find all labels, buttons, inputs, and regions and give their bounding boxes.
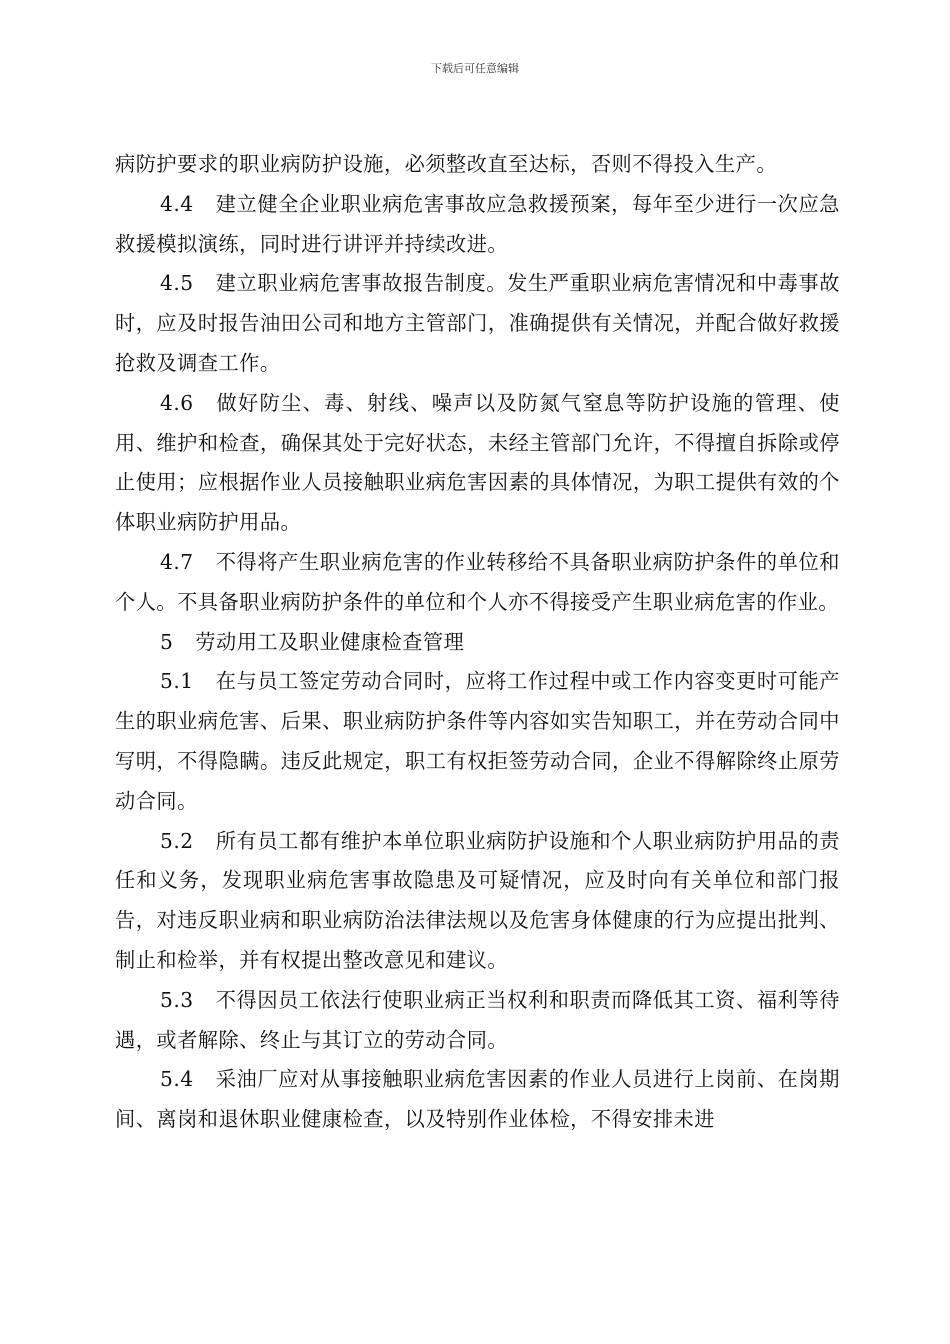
section-number: 5.3 (160, 987, 194, 1012)
paragraph-text: 不得因员工依法行使职业病正当权利和职责而降低其工资、福利等待遇，或者解除、终止与其订立的劳动合同。 (115, 987, 840, 1052)
paragraph-4-6 (115, 384, 840, 543)
paragraph-text: 建立健全企业职业病危害事故应急救援预案，每年至少进行一次应急救援模拟演练，同时进行讲评并持续改进。 (115, 191, 840, 256)
paragraph-5-1 (115, 662, 840, 821)
paragraph-4-7 (115, 543, 840, 623)
paragraph-text: 不得将产生职业病危害的作业转移给不具备职业病防护条件的单位和个人。不具备职业病防护条件的单位和个人亦不得接受产生职业病危害的作业。 (115, 549, 840, 614)
section-heading-5 (115, 623, 840, 663)
document-body (115, 145, 840, 1140)
section-number: 4.6 (160, 390, 194, 415)
paragraph-5-3 (115, 981, 840, 1061)
paragraph-text: 所有员工都有维护本单位职业病防护设施和个人职业病防护用品的责任和义务，发现职业病危害事故隐患及可疑情况，应及时向有关单位和部门报告，对违反职业病和职业病防治法律法规以及危害身体健康的行为应提出批判、制止和检举，并有权提出整改意见和建议。 (115, 828, 840, 972)
section-number: 5.4 (160, 1067, 194, 1092)
paragraph-5-2 (115, 822, 840, 981)
section-number: 4.5 (160, 271, 194, 296)
paragraph-continuation (115, 145, 840, 185)
paragraph-text: 采油厂应对从事接触职业病危害因素的作业人员进行上岗前、在岗期间、离岗和退休职业健康检查，以及特别作业体检，不得安排未进 (115, 1067, 840, 1132)
section-number: 5 (160, 629, 174, 654)
section-number: 4.7 (160, 549, 194, 574)
section-number: 4.4 (160, 191, 194, 216)
section-number: 5.2 (160, 828, 194, 853)
page-header: 下载后可任意编辑 (431, 62, 519, 75)
paragraph-text: 病防护要求的职业病防护设施，必须整改直至达标，否则不得投入生产。 (115, 152, 778, 176)
section-number: 5.1 (160, 669, 194, 694)
paragraph-text: 建立职业病危害事故报告制度。发生严重职业病危害情况和中毒事故时，应及时报告油田公司和地方主管部门，准确提供有关情况，并配合做好救援抢救及调查工作。 (115, 271, 840, 375)
paragraph-4-5 (115, 264, 840, 383)
paragraph-text: 在与员工签定劳动合同时，应将工作过程中或工作内容变更时可能产生的职业病危害、后果、职业病防护条件等内容如实告知职工，并在劳动合同中写明，不得隐瞒。违反此规定，职工有权拒签劳动合同，企业不得解除终止原劳动合同。 (115, 669, 840, 813)
paragraph-text: 做好防尘、毒、射线、噪声以及防氮气窒息等防护设施的管理、使用、维护和检查，确保其处于完好状态，未经主管部门允许，不得擅自拆除或停止使用；应根据作业人员接触职业病危害因素的具体情况，为职工提供有效的个体职业病防护用品。 (115, 390, 840, 535)
paragraph-5-4 (115, 1060, 840, 1140)
section-heading-text: 劳动用工及职业健康检查管理 (195, 629, 465, 654)
paragraph-4-4 (115, 185, 840, 265)
